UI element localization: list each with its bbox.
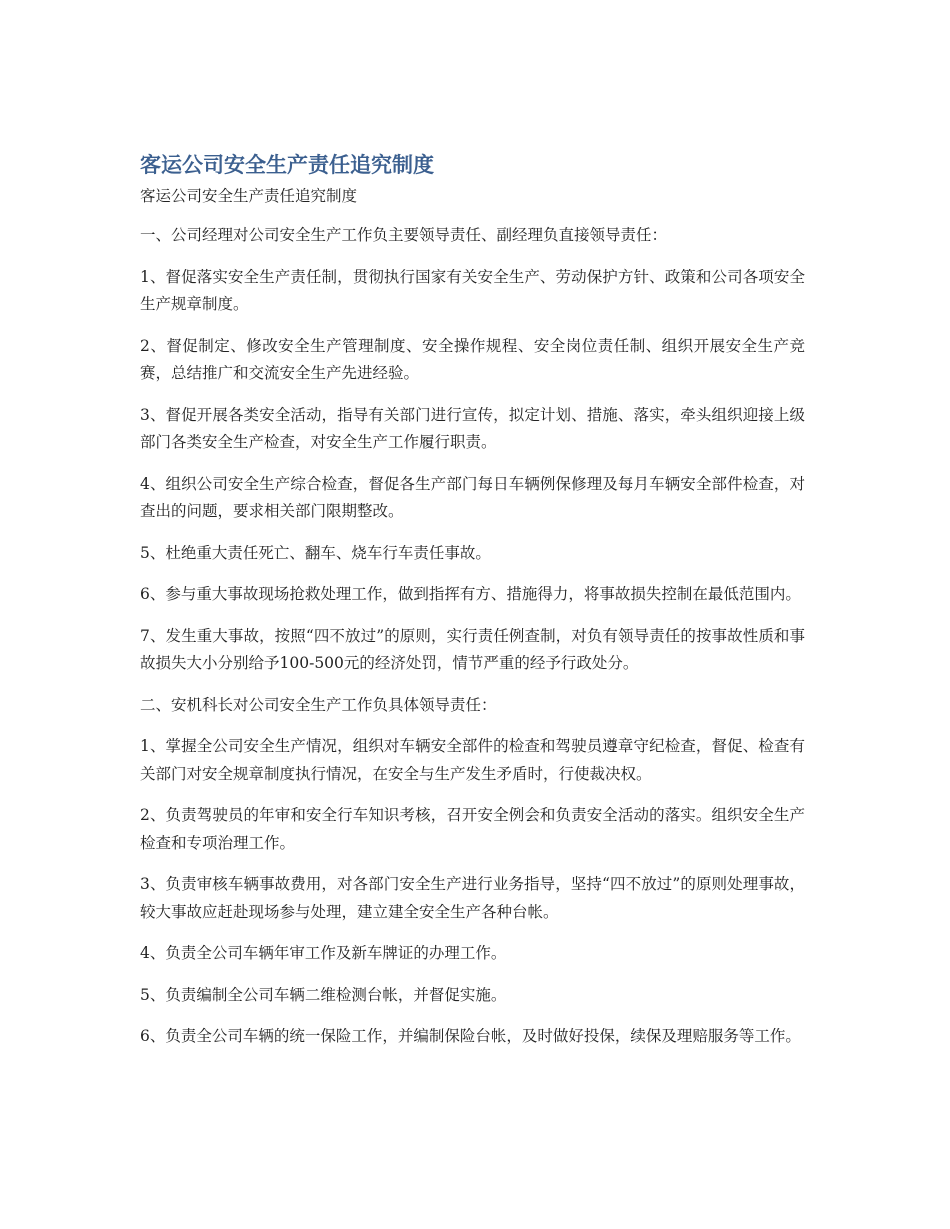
paragraph: 6、负责全公司车辆的统一保险工作，并编制保险台帐，及时做好投保，续保及理赔服务等工作。 [140, 1027, 801, 1045]
paragraph: 6、参与重大事故现场抢救处理工作，做到指挥有方、措施得力，将事故损失控制在最低范围内。 [140, 585, 801, 603]
paragraph: 3、负责审核车辆事故费用，对各部门安全生产进行业务指导，坚持“四不放过”的原则处理事故，较大事故应赶赴现场参与处理，建立建全安全生产各种台帐。 [140, 875, 805, 921]
document-body [140, 150, 805, 1051]
paragraph: 5、负责编制全公司车辆二维检测台帐，并督促实施。 [140, 985, 507, 1004]
section-heading-2: 二、安机科长对公司安全生产工作负具体领导责任： [140, 695, 497, 714]
paragraph: 3、督促开展各类安全活动，指导有关部门进行宣传，拟定计划、措施、落实，牵头组织迎接上级部门各类安全生产检查，对安全生产工作履行职责。 [140, 405, 805, 451]
paragraph: 7、发生重大事故，按照“四不放过”的原则，实行责任例查制，对负有领导责任的按事故性质和事故损失大小分别给予100-500元的经济处罚，情节严重的经予行政处分。 [140, 626, 805, 672]
paragraph: 4、组织公司安全生产综合检查，督促各生产部门每日车辆例保修理及每月车辆安全部件检查，对查出的问题，要求相关部门限期整改。 [140, 474, 805, 520]
paragraph: 2、督促制定、修改安全生产管理制度、安全操作规程、安全岗位责任制、组织开展安全生产竞赛，总结推广和交流安全生产先进经验。 [140, 336, 805, 382]
paragraph: 4、负责全公司车辆年审工作及新车牌证的办理工作。 [140, 944, 507, 962]
document-title: 客运公司安全生产责任追究制度 [140, 153, 434, 177]
document-subtitle: 客运公司安全生产责任追究制度 [140, 187, 358, 205]
paragraph: 2、负责驾驶员的年审和安全行车知识考核，召开安全例会和负责安全活动的落实。组织安全生产检查和专项治理工作。 [140, 806, 805, 852]
section-heading-1: 一、公司经理对公司安全生产工作负主要领导责任、副经理负直接领导责任： [140, 226, 668, 244]
paragraph: 1、掌握全公司安全生产情况，组织对车辆安全部件的检查和驾驶员遵章守纪检查，督促、检查有关部门对安全规章制度执行情况，在安全与生产发生矛盾时，行使裁决权。 [140, 737, 805, 783]
paragraph: 1、督促落实安全生产责任制，贯彻执行国家有关安全生产、劳动保护方针、政策和公司各项安全生产规章制度。 [140, 267, 805, 313]
paragraph: 5、杜绝重大责任死亡、翻车、烧车行车责任事故。 [140, 543, 491, 562]
